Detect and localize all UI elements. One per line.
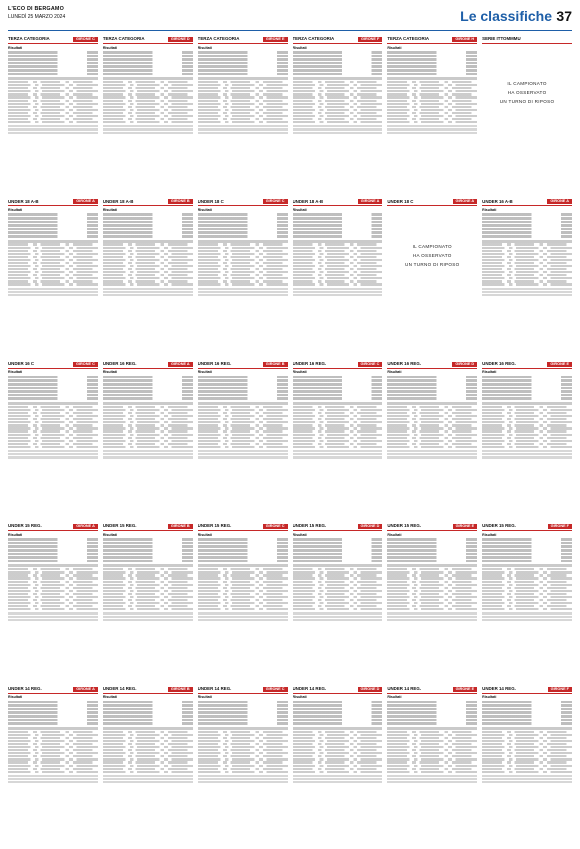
card-category: SERIE ITTOMMMU: [482, 36, 521, 41]
results-heading: Risultati: [197, 370, 212, 375]
next-round-note: [293, 125, 383, 134]
standings-table: [8, 564, 98, 610]
standings-card: [103, 523, 193, 681]
results-heading: Risultati: [387, 45, 402, 50]
card-group-badge: GIRONE E: [263, 37, 288, 42]
standings-card: [8, 523, 98, 681]
results-list: [293, 213, 383, 237]
standings-card: [482, 686, 572, 844]
card-group-badge: GIRONE F: [548, 524, 572, 529]
standings-table: [293, 240, 383, 286]
results-list: [8, 213, 98, 237]
standings-card: [198, 523, 288, 681]
standings-card: [8, 686, 98, 844]
card-header: [293, 36, 383, 44]
standings-table: [103, 727, 193, 773]
card-header: [387, 361, 477, 369]
next-round-note: [198, 775, 288, 784]
results-list: [198, 213, 288, 237]
standings-table: [293, 402, 383, 448]
results-heading: Risultati: [102, 45, 118, 50]
standings-card: [103, 686, 193, 844]
standings-table: [293, 564, 383, 610]
card-group-badge: GIRONE B: [263, 362, 288, 367]
standings-table: [103, 402, 193, 448]
card-category: UNDER 18 A-B: [102, 198, 134, 204]
card-header: [103, 36, 193, 44]
next-round-note: [8, 450, 98, 459]
card-category: TERZA CATEGORIA: [197, 36, 240, 42]
next-round-note: [8, 775, 98, 784]
card-header: [387, 198, 477, 206]
standings-grid: [8, 36, 572, 844]
standings-card: [103, 361, 193, 519]
standings-table: [103, 240, 193, 286]
card-group-badge: GIRONE A: [358, 199, 383, 204]
card-group-badge: GIRONE F: [548, 687, 572, 692]
card-header: [103, 523, 193, 531]
results-heading: Risultati: [197, 532, 212, 537]
standings-card: [198, 686, 288, 844]
results-heading: Risultati: [102, 532, 118, 537]
standings-card: [198, 198, 288, 356]
results-list: [387, 51, 477, 75]
card-header: [482, 686, 572, 694]
next-round-note: [482, 775, 572, 784]
card-header: [482, 198, 572, 206]
rest-line: IL CAMPIONATO: [412, 243, 452, 249]
results-heading: Risultati: [102, 207, 118, 212]
standings-table: [387, 402, 477, 448]
next-round-note: [293, 288, 383, 297]
standings-table: [198, 727, 288, 773]
card-category: UNDER 15 REG.: [102, 523, 137, 529]
standings-table: [8, 77, 98, 123]
card-header: [293, 198, 383, 206]
page-number: 37: [556, 8, 572, 24]
standings-card: [482, 36, 572, 194]
results-list: [482, 538, 572, 562]
standings-card: [482, 361, 572, 519]
results-list: [8, 701, 98, 725]
card-category: UNDER 14 REG.: [197, 685, 232, 691]
results-heading: Risultati: [8, 207, 23, 212]
card-header: [482, 523, 572, 531]
results-heading: Risultati: [387, 695, 402, 700]
results-list: [387, 376, 477, 400]
results-heading: Risultati: [8, 370, 23, 375]
card-category: UNDER 14 REG.: [8, 685, 42, 691]
standings-table: [482, 402, 572, 448]
results-heading: Risultati: [292, 45, 307, 50]
next-round-note: [103, 612, 193, 621]
standings-card: [103, 198, 193, 356]
card-group-badge: GIRONE A: [73, 687, 98, 692]
header-rule: [8, 30, 572, 31]
results-heading: Risultati: [482, 532, 497, 537]
results-heading: Risultati: [387, 370, 402, 375]
standings-table: [103, 77, 193, 123]
results-heading: Risultati: [292, 532, 307, 537]
publication-name: L'ECO DI BERGAMO: [8, 6, 64, 12]
standings-table: [387, 77, 477, 123]
card-header: [8, 36, 98, 44]
card-header: [198, 361, 288, 369]
results-heading: Risultati: [482, 695, 497, 700]
card-header: [293, 686, 383, 694]
next-round-note: [8, 125, 98, 134]
standings-card: [387, 686, 477, 844]
results-list: [293, 701, 383, 725]
card-header: [482, 36, 572, 44]
card-header: [103, 361, 193, 369]
card-group-badge: GIRONE D: [168, 37, 193, 42]
standings-table: [387, 564, 477, 610]
results-list: [103, 701, 193, 725]
next-round-note: [482, 612, 572, 621]
standings-table: [482, 240, 572, 286]
card-category: UNDER 14 REG.: [102, 685, 137, 691]
card-header: [198, 198, 288, 206]
results-heading: Risultati: [292, 370, 307, 375]
rest-line: UN TURNO DI RIPOSO: [404, 261, 460, 267]
card-header: [482, 361, 572, 369]
results-heading: Risultati: [197, 207, 212, 212]
card-group-badge: GIRONE A: [168, 362, 193, 367]
results-list: [293, 376, 383, 400]
standings-card: [482, 523, 572, 681]
card-group-badge: GIRONE B: [168, 199, 193, 204]
results-heading: Risultati: [197, 695, 212, 700]
standings-table: [198, 402, 288, 448]
standings-table: [103, 564, 193, 610]
results-heading: Risultati: [102, 370, 118, 375]
card-group-badge: GIRONE F: [358, 37, 382, 42]
card-header: [293, 361, 383, 369]
card-group-badge: GIRONE C: [73, 362, 98, 367]
rest-notice: [482, 45, 572, 140]
standings-table: [8, 240, 98, 286]
card-header: [8, 686, 98, 694]
card-category: UNDER 16 REG.: [197, 361, 232, 367]
results-list: [103, 213, 193, 237]
card-category: UNDER 15 REG.: [8, 523, 42, 529]
card-header: [387, 686, 477, 694]
standings-table: [198, 240, 288, 286]
results-list: [8, 538, 98, 562]
standings-card: [8, 36, 98, 194]
results-list: [293, 51, 383, 75]
standings-table: [387, 727, 477, 773]
card-group-badge: GIRONE A: [547, 199, 572, 204]
results-list: [8, 51, 98, 75]
card-category: UNDER 14 REG.: [292, 685, 327, 691]
card-group-badge: GIRONE C: [358, 362, 383, 367]
card-category: UNDER 18 C: [387, 198, 414, 204]
results-list: [482, 701, 572, 725]
next-round-note: [387, 612, 477, 621]
standings-card: [293, 523, 383, 681]
results-list: [198, 376, 288, 400]
standings-card: [293, 361, 383, 519]
standings-table: [482, 727, 572, 773]
card-header: [198, 36, 288, 44]
next-round-note: [482, 450, 572, 459]
standings-table: [198, 77, 288, 123]
results-list: [198, 538, 288, 562]
next-round-note: [103, 288, 193, 297]
results-heading: Risultati: [387, 532, 402, 537]
rest-notice: [387, 208, 477, 303]
card-category: UNDER 16 A-B: [482, 198, 513, 204]
next-round-note: [103, 125, 193, 134]
results-list: [387, 701, 477, 725]
next-round-note: [293, 612, 383, 621]
next-round-note: [198, 125, 288, 134]
card-group-badge: GIRONE B: [168, 524, 193, 529]
next-round-note: [198, 450, 288, 459]
card-category: UNDER 15 REG.: [197, 523, 232, 529]
card-header: [8, 198, 98, 206]
card-group-badge: GIRONE A: [73, 199, 98, 204]
standings-table: [8, 402, 98, 448]
card-header: [8, 361, 98, 369]
results-list: [103, 538, 193, 562]
next-round-note: [198, 288, 288, 297]
card-group-badge: GIRONE D: [452, 362, 477, 367]
next-round-note: [103, 450, 193, 459]
standings-card: [482, 198, 572, 356]
standings-card: [103, 36, 193, 194]
card-category: UNDER 15 REG.: [292, 523, 327, 529]
card-group-badge: GIRONE E: [547, 362, 572, 367]
next-round-note: [387, 125, 477, 134]
card-group-badge: GIRONE D: [358, 687, 383, 692]
results-list: [198, 51, 288, 75]
standings-table: [8, 727, 98, 773]
card-category: UNDER 14 REG.: [482, 685, 516, 691]
next-round-note: [293, 450, 383, 459]
card-group-badge: GIRONE C: [263, 199, 288, 204]
card-category: TERZA CATEGORIA: [387, 36, 430, 42]
page-header: [8, 6, 572, 32]
rest-line: HA OSSERVATO: [507, 90, 547, 96]
results-list: [198, 701, 288, 725]
standings-card: [8, 198, 98, 356]
card-group-badge: GIRONE C: [73, 37, 98, 42]
card-category: UNDER 16 REG.: [292, 361, 327, 367]
results-heading: Risultati: [482, 207, 497, 212]
card-group-badge: GIRONE C: [263, 524, 288, 529]
card-category: UNDER 18 C: [197, 198, 224, 204]
card-header: [198, 686, 288, 694]
next-round-note: [8, 288, 98, 297]
rest-line: IL CAMPIONATO: [507, 81, 547, 87]
results-heading: Risultati: [292, 695, 307, 700]
standings-card: [387, 361, 477, 519]
card-group-badge: GIRONE E: [453, 687, 478, 692]
section-title: Le classifiche: [460, 8, 552, 24]
rest-line: UN TURNO DI RIPOSO: [499, 99, 555, 105]
card-header: [387, 36, 477, 44]
card-category: UNDER 16 REG.: [102, 361, 137, 367]
next-round-note: [293, 775, 383, 784]
standings-card: [198, 361, 288, 519]
card-category: TERZA CATEGORIA: [292, 36, 335, 42]
results-heading: Risultati: [197, 45, 212, 50]
card-group-badge: GIRONE C: [263, 687, 288, 692]
card-header: [387, 523, 477, 531]
card-category: TERZA CATEGORIA: [8, 36, 50, 42]
card-header: [103, 686, 193, 694]
card-group-badge: GIRONE A: [453, 199, 478, 204]
card-category: UNDER 16 C: [8, 361, 35, 367]
standings-card: [8, 361, 98, 519]
card-header: [198, 523, 288, 531]
standings-card: [293, 36, 383, 194]
card-header: [103, 198, 193, 206]
card-category: UNDER 14 REG.: [387, 685, 421, 691]
card-category: UNDER 15 REG.: [387, 523, 421, 529]
standings-card: [198, 36, 288, 194]
standings-table: [293, 77, 383, 123]
standings-table: [293, 727, 383, 773]
card-group-badge: GIRONE A: [73, 524, 98, 529]
card-group-badge: GIRONE H: [452, 37, 477, 42]
results-heading: Risultati: [8, 45, 23, 50]
results-list: [8, 376, 98, 400]
rest-line: HA OSSERVATO: [412, 252, 452, 258]
results-list: [482, 376, 572, 400]
next-round-note: [387, 775, 477, 784]
standings-card: [293, 198, 383, 356]
standings-table: [198, 564, 288, 610]
standings-card: [387, 36, 477, 194]
results-list: [103, 51, 193, 75]
results-list: [293, 538, 383, 562]
card-category: UNDER 15 REG.: [482, 523, 516, 529]
results-heading: Risultati: [8, 695, 23, 700]
standings-table: [482, 564, 572, 610]
next-round-note: [198, 612, 288, 621]
results-list: [103, 376, 193, 400]
card-category: UNDER 18 A-B: [8, 198, 39, 204]
results-heading: Risultati: [102, 695, 118, 700]
card-header: [8, 523, 98, 531]
next-round-note: [482, 288, 572, 297]
card-category: UNDER 16 REG.: [482, 361, 516, 367]
standings-card: [293, 686, 383, 844]
results-heading: Risultati: [292, 207, 307, 212]
next-round-note: [387, 450, 477, 459]
card-group-badge: GIRONE D: [358, 524, 383, 529]
card-category: TERZA CATEGORIA: [102, 36, 145, 42]
results-list: [482, 213, 572, 237]
card-group-badge: GIRONE B: [168, 687, 193, 692]
card-category: UNDER 16 REG.: [387, 361, 421, 367]
next-round-note: [8, 612, 98, 621]
results-list: [387, 538, 477, 562]
card-group-badge: GIRONE E: [453, 524, 478, 529]
results-heading: Risultati: [8, 532, 23, 537]
card-category: UNDER 18 A-B: [292, 198, 324, 204]
standings-card: [387, 198, 477, 356]
next-round-note: [103, 775, 193, 784]
standings-card: [387, 523, 477, 681]
card-header: [293, 523, 383, 531]
results-heading: Risultati: [482, 370, 497, 375]
issue-date: LUNEDÌ 25 MARZO 2024: [8, 14, 66, 20]
